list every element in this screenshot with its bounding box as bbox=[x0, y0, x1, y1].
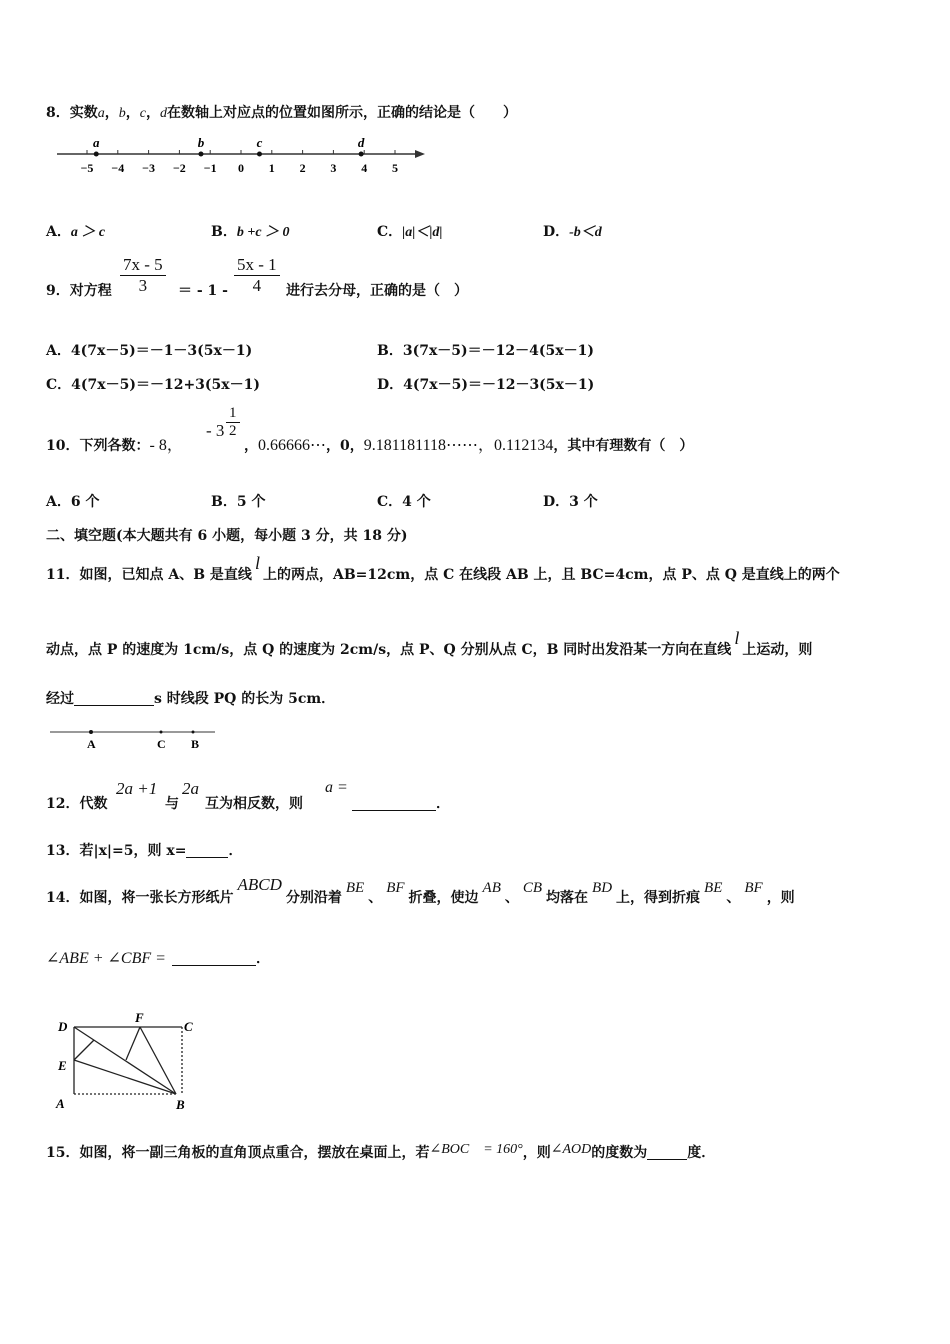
q10-option-b[interactable]: B．5 个 bbox=[211, 494, 266, 510]
label-f: F bbox=[135, 1010, 144, 1025]
tick-label: 4 bbox=[361, 161, 368, 175]
point-label-d: d bbox=[357, 135, 365, 150]
tick-label: 2 bbox=[299, 161, 306, 175]
diagonal-db bbox=[74, 1027, 176, 1094]
q10-option-d[interactable]: D．3 个 bbox=[543, 494, 598, 510]
q13-answer-blank[interactable] bbox=[186, 843, 228, 858]
label-d: D bbox=[58, 1019, 68, 1034]
tick-label: −1 bbox=[203, 161, 217, 175]
point-a bbox=[94, 152, 99, 157]
label-c: C bbox=[184, 1019, 193, 1034]
q12-expr-1: 2a +1 bbox=[116, 779, 158, 798]
q14-answer-blank[interactable] bbox=[172, 951, 256, 966]
q12-stem-b: 互为相反数，则 bbox=[205, 796, 303, 812]
tick-label: 1 bbox=[268, 161, 275, 175]
q8-option-d[interactable]: D．-b＜d bbox=[543, 224, 602, 240]
number-line-arrow-icon bbox=[415, 150, 425, 158]
q12-answer-blank[interactable] bbox=[352, 796, 436, 811]
q9-fraction-1: $\frac{7x - 5}{3}$ bbox=[120, 255, 166, 296]
point-c bbox=[257, 152, 262, 157]
q10-option-a[interactable]: A．6 个 bbox=[46, 494, 100, 510]
point-label-c: c bbox=[256, 135, 263, 150]
q8-number-line-figure bbox=[55, 134, 430, 179]
q9-option-b[interactable]: B．3(7x－5)＝－12－4(5x－1) bbox=[377, 343, 594, 359]
q11-line-3: 经过 s 时线段 PQ 的长为 5cm． bbox=[46, 691, 336, 707]
label-a: A bbox=[87, 737, 96, 751]
q12-stem-a: 12．代数 bbox=[46, 796, 108, 812]
q9-stem-a: 9．对方程 bbox=[46, 283, 112, 299]
q8-option-b[interactable]: B．b +c ＞ 0 bbox=[211, 224, 290, 240]
q10-option-c[interactable]: C．4 个 bbox=[377, 494, 431, 510]
q8-stem: 8．实数a，b，c，d在数轴上对应点的位置如图所示，正确的结论是（ ） bbox=[46, 105, 517, 121]
q8-option-a[interactable]: A．a ＞ c bbox=[46, 224, 106, 240]
q9-option-c[interactable]: C．4(7x－5)＝－12+3(5x－1) bbox=[46, 377, 261, 393]
tick-label: 0 bbox=[238, 161, 244, 175]
q14-rectangle-fold-figure bbox=[52, 1010, 202, 1115]
q9-fraction-2: $\frac{5x - 1}{4}$ bbox=[234, 255, 280, 296]
label-a: A bbox=[56, 1096, 65, 1111]
point-c bbox=[160, 731, 163, 734]
q12-expr-2: 2a bbox=[182, 779, 199, 798]
point-b bbox=[198, 152, 203, 157]
q12-answer: ． bbox=[352, 793, 450, 813]
point-label-b: b bbox=[197, 135, 205, 150]
point-label-a: a bbox=[92, 135, 100, 150]
q11-line-2: 动点，点 P 的速度为 1cm/s，点 Q 的速度为 2cm/s，点 P、Q 分别从点 C，B 同时出发沿某一方向在直线l上运动，则 bbox=[46, 628, 813, 658]
tick-label: −3 bbox=[142, 161, 156, 175]
section-heading-fill-in: 二、填空题(本大题共有 6 小题，每小题 3 分，共 18 分) bbox=[46, 528, 408, 544]
q9-option-d[interactable]: D．4(7x－5)＝－12－3(5x－1) bbox=[377, 377, 595, 393]
q15: 15．如图，将一副三角板的直角顶点重合，摆放在桌面上，若∠BOC = 160°，则∠AOD的度数为 度． bbox=[46, 1142, 716, 1161]
tick-label: 3 bbox=[330, 161, 337, 175]
tick-label: −5 bbox=[80, 161, 94, 175]
point-b bbox=[192, 731, 195, 734]
q9-option-a[interactable]: A．4(7x－5)＝－1－3(5x－1) bbox=[46, 343, 253, 359]
q11-line-1: 11．如图，已知点 A、B 是直线l上的两点，AB=12cm，点 C 在线段 AB 上，且 BC=4cm，点 P、点 Q 是直线上的两个 bbox=[46, 553, 840, 583]
tick-label: 5 bbox=[392, 161, 398, 175]
q10-mixed-fraction: $\frac{1}{2}$ bbox=[226, 405, 240, 440]
point-d bbox=[359, 152, 364, 157]
q8-number: 8． bbox=[46, 105, 70, 121]
q11-answer-blank[interactable] bbox=[74, 691, 154, 706]
label-b: B bbox=[191, 737, 200, 751]
label-b: B bbox=[176, 1097, 185, 1112]
q10-stem-a: 10．下列各数：- 8， bbox=[46, 437, 183, 454]
q14-line-2: ∠ABE + ∠CBF = ． bbox=[46, 950, 270, 967]
q10-mixed-whole: - 3 bbox=[206, 421, 225, 440]
q15-answer-blank[interactable] bbox=[647, 1145, 687, 1160]
tick-label: −2 bbox=[172, 161, 186, 175]
q9-stem-b: 进行去分母，正确的是（ ） bbox=[286, 283, 468, 299]
point-a bbox=[89, 730, 93, 734]
q14-line-1: 14．如图，将一张长方形纸片ABCD分别沿着BE、BF折叠，使边AB、CB均落在BD上，得到折痕BE、BF，则 bbox=[46, 875, 795, 906]
q8-option-c[interactable]: C．|a|＜|d| bbox=[377, 224, 443, 240]
q9-equals: ＝ - 1 - bbox=[178, 283, 228, 299]
tick-label: −4 bbox=[111, 161, 125, 175]
q12-and: 与 bbox=[165, 796, 179, 812]
q11-line-figure bbox=[50, 724, 220, 754]
fold-f bbox=[126, 1027, 140, 1060]
label-e: E bbox=[58, 1058, 67, 1073]
fold-e bbox=[74, 1040, 94, 1060]
q13: 13．若|x|=5，则 x= ． bbox=[46, 843, 243, 859]
q12-expr-3: a = bbox=[325, 779, 348, 796]
q10-numbers: ，0.66666⋯，0，9.181181118⋯⋯，0.112134，其中有理数有（ ） bbox=[244, 437, 694, 454]
label-c: C bbox=[157, 737, 166, 751]
